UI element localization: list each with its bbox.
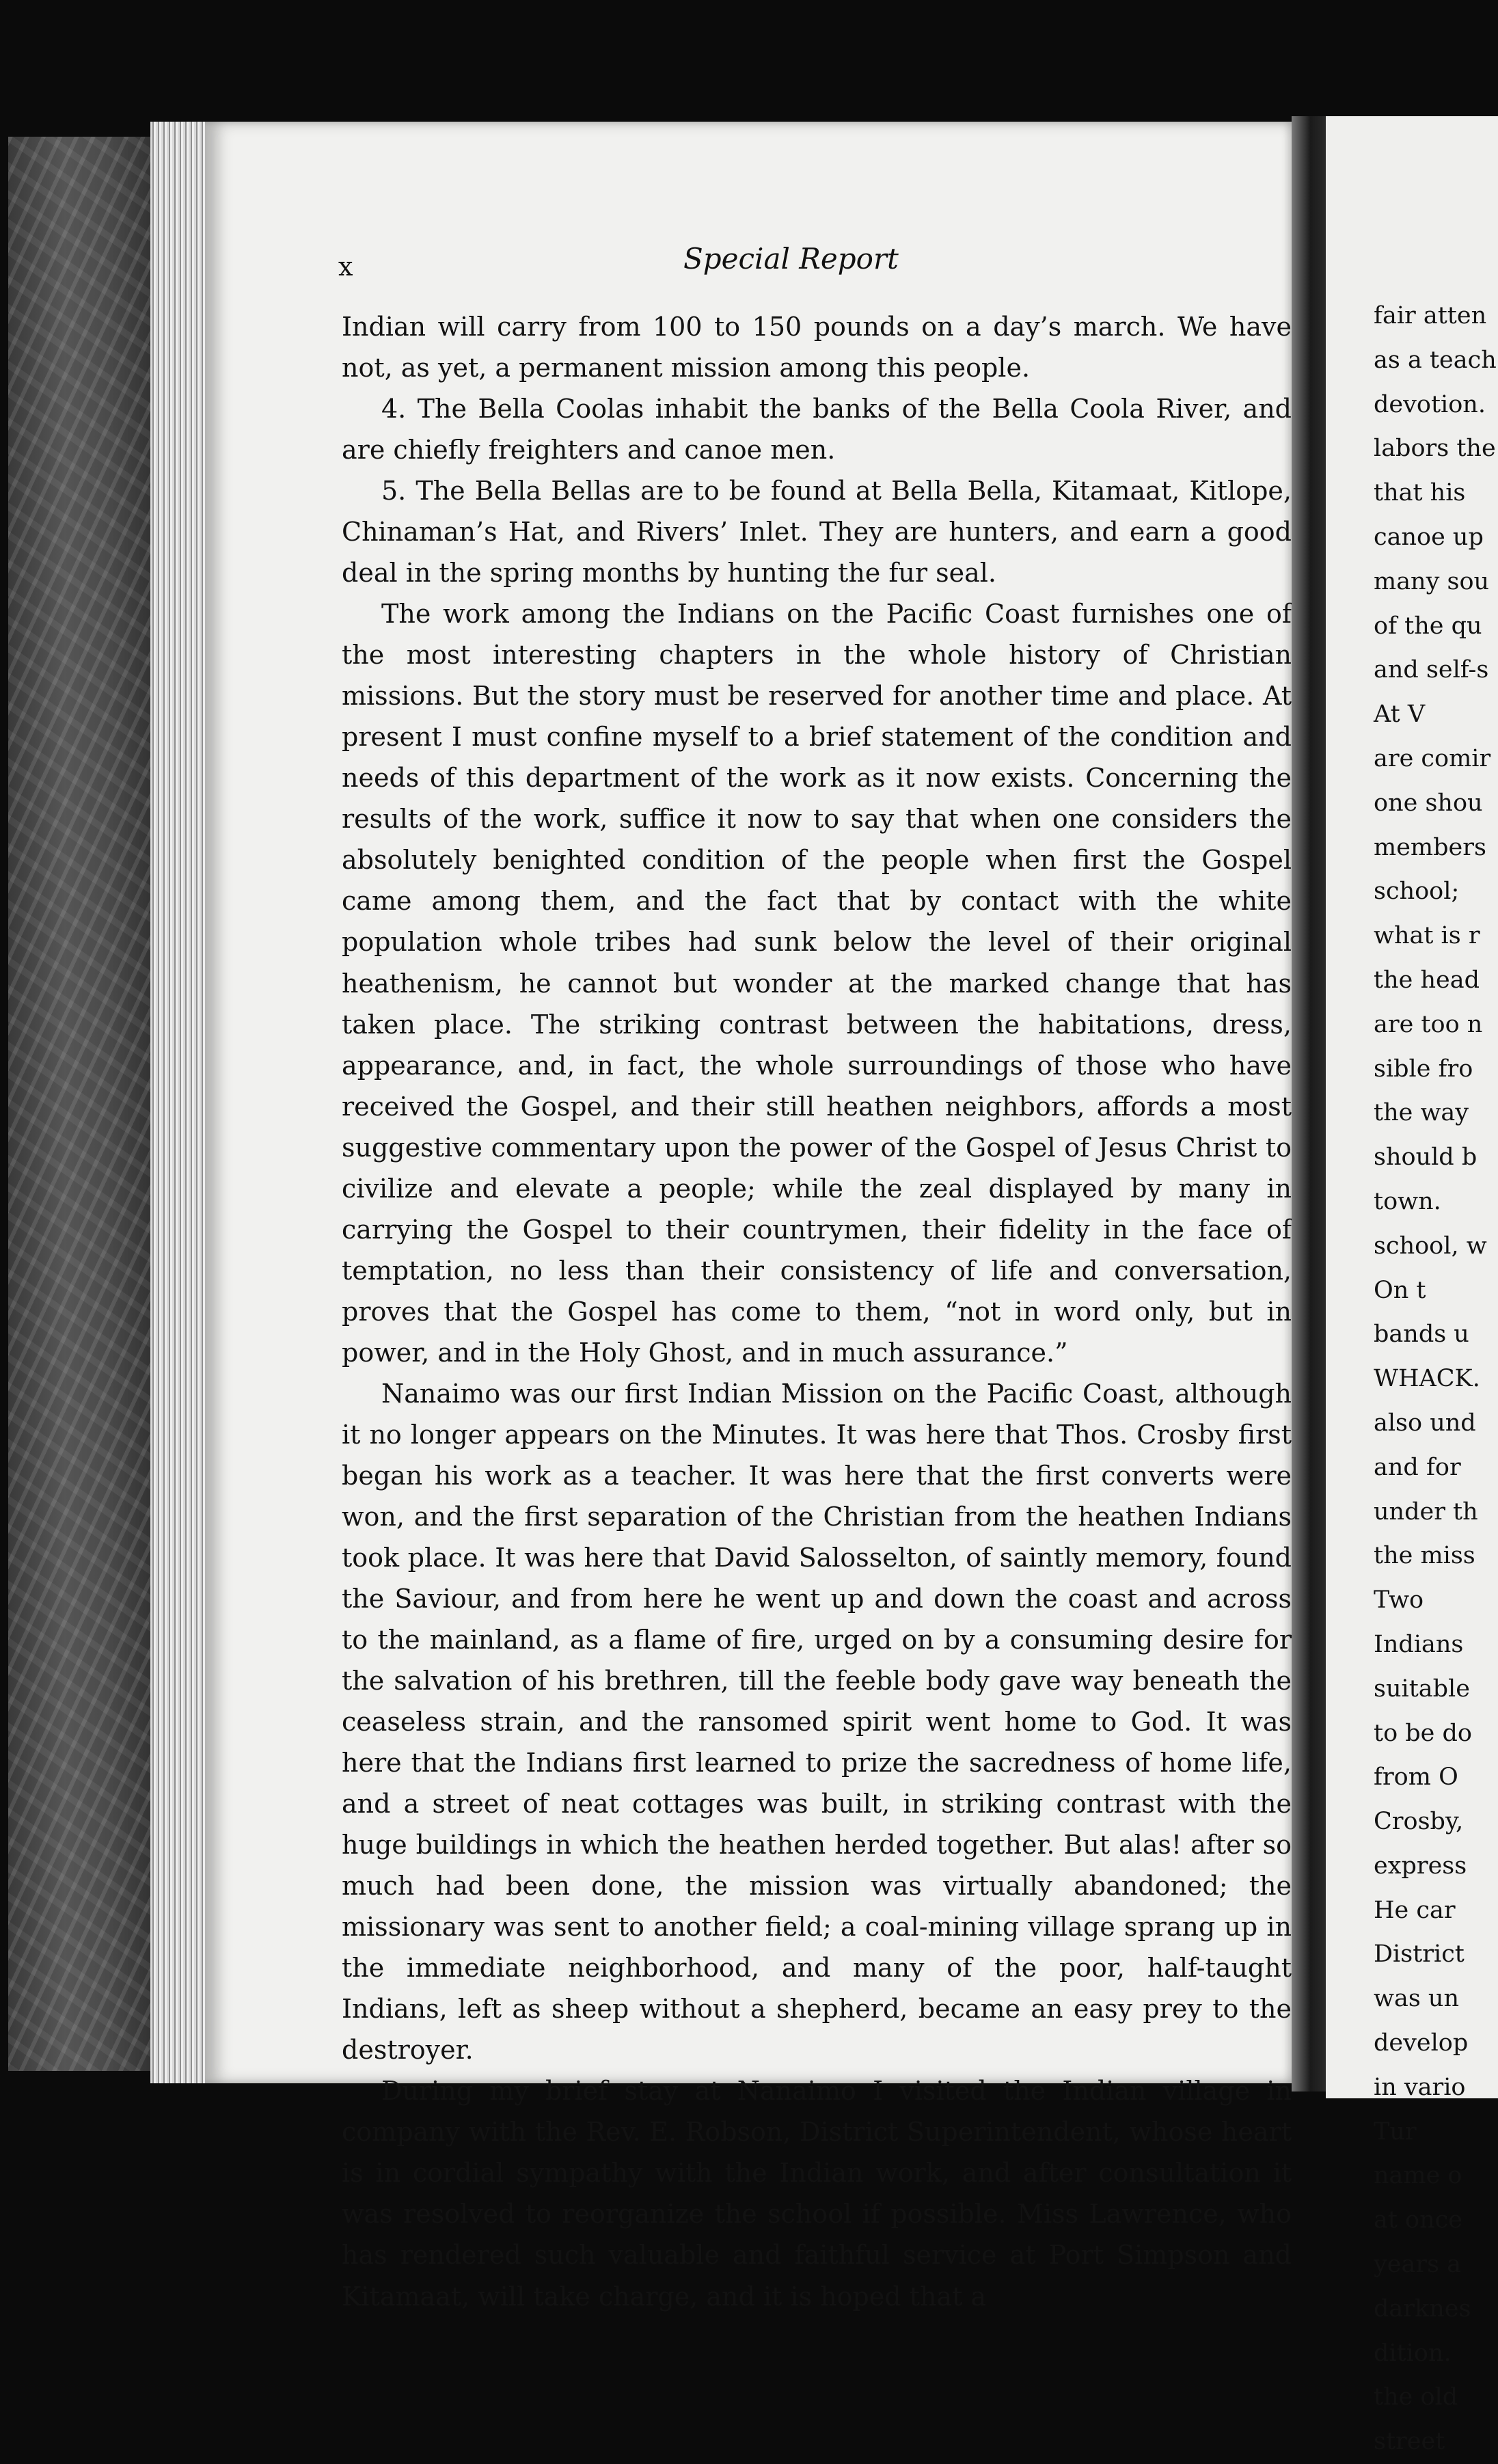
right-page-line: the miss	[1374, 1542, 1475, 1570]
right-page-line: Indians	[1374, 1630, 1464, 1658]
right-page-line: from O	[1374, 1763, 1458, 1791]
paragraph: Nanaimo was our first Indian Mission on the Pacific Coast, although it no longer appears on the Minutes. It was here that Thos. Crosby first began his work as a teacher. It was here that the first converts were won, and the first separation of the Christian from the heathen Indians took place. It was here that David Salosselton, of saintly memory, found the Saviour, and from here he went up and down the coast and across to the mainland, as a flame of fire, urged on by a consuming desire for the salvation of his brethren, till the feeble body gave way beneath the ceaseless strain, and the ransomed spirit went home to God. It was here that the Indians first learned to prize the sacredness of home life, and a street of neat cottages was built, in striking contrast with the huge buildings in which the heathen herded together. But alas! after so much had been done, the mission was virtually abandoned; the missionary was sent to another field; a coal-mining village sprang up in the immediate neighborhood, and many of the poor, half-taught Indians, left as sheep without a shepherd, became an easy prey to the destroyer.	[342, 1378, 1292, 2066]
right-page-line: suitable	[1374, 1675, 1470, 1703]
right-page-line: dition.	[1374, 2339, 1452, 2367]
body-text	[342, 306, 1292, 2317]
right-page-line: He car	[1374, 1896, 1456, 1924]
right-page-line: At V	[1374, 701, 1426, 729]
right-page-line: sible fro	[1374, 1055, 1473, 1083]
right-page-line: to be do	[1374, 1719, 1472, 1747]
right-page-line: the way	[1374, 1099, 1469, 1127]
right-page-line: are comir	[1374, 744, 1491, 772]
right-page-line: fair atten	[1374, 302, 1487, 329]
right-page-line: street	[1374, 2428, 1445, 2456]
right-page-line: many sou	[1374, 567, 1490, 595]
right-page-line: WHACK.	[1374, 1365, 1480, 1393]
right-page-line: canoe up	[1374, 523, 1484, 551]
page-edges	[150, 122, 205, 2083]
right-page-line: town.	[1374, 1187, 1441, 1215]
right-page-line: in vario	[1374, 2073, 1466, 2101]
right-page	[1326, 116, 1498, 2456]
right-page-line: bands u	[1374, 1321, 1469, 1349]
page-number: x	[338, 252, 353, 282]
right-page-line: of the qu	[1374, 612, 1482, 640]
right-page-line: darknes	[1374, 2294, 1471, 2323]
right-page-line: and for	[1374, 1453, 1461, 1481]
right-page-line: name o	[1374, 2162, 1462, 2190]
right-page-line: develop	[1374, 2029, 1469, 2057]
paragraph: During my brief stay at Nanaimo I visited the Indian village in company with the Rev. E. Robson, District Superintendent, whose heart is in cordial sympathy with the Indian work, and after consultation it was resolved to reorganize the school if possible. Miss Lawrence, who has rendered such valuable and faithful service at Port Simpson and Kitamaat, will take charge, and it is hoped that a	[342, 2076, 1292, 2312]
right-page-line: devotion.	[1374, 390, 1486, 418]
right-page-line: under th	[1374, 1498, 1478, 1526]
right-page-line: was un	[1374, 1985, 1459, 2013]
paragraph: 4. The Bella Coolas inhabit the banks of the Bella Coola River, and are chiefly freighters and canoe men.	[342, 394, 1292, 465]
right-page-line: at once	[1374, 2206, 1462, 2234]
right-page-line: should b	[1374, 1143, 1477, 1172]
left-page	[205, 122, 1292, 2312]
right-page-line: express	[1374, 1852, 1467, 1880]
paragraph: 5. The Bella Bellas are to be found at Bella Bella, Kitamaat, Kitlope, Chinaman’s Hat, and Rivers’ Inlet. They are hunters, and earn a good deal in the spring months by hunting the fur seal.	[342, 476, 1292, 588]
right-page-line: Two	[1374, 1586, 1424, 1614]
right-page-line: the head	[1374, 966, 1480, 994]
right-page-line: one shou	[1374, 789, 1483, 817]
right-page-line: are too n	[1374, 1010, 1483, 1038]
right-page-line: On t	[1374, 1276, 1426, 1304]
right-page-line: that his	[1374, 479, 1466, 507]
right-page-line: Tur	[1374, 2117, 1417, 2145]
marbled-book-edge	[8, 137, 152, 2071]
right-page-line: school;	[1374, 878, 1460, 906]
right-page-line: Crosby,	[1374, 1808, 1464, 1836]
paragraph: The work among the Indians on the Pacific Coast furnishes one of the most interesting chapters in the whole history of Christian missions. But the story must be reserved for another time and place. At present I must confine myself to a brief statement of the condition and needs of this department of the work as it now exists. Concerning the results of the work, suffice it now to say that when one considers the absolutely benighted condition of the people when first the Gospel came among them, and the fact that by contact with the white population whole tribes had sunk below the level of their original heathenism, he cannot but wonder at the marked change that has taken place. The striking contrast between the habitations, dress, appearance, and, in fact, the whole surroundings of those who have received the Gospel, and their still heathen neighbors, affords a most suggestive commentary upon the power of the Gospel of Jesus Christ to civilize and elevate a people; while the zeal displayed by many in carrying the Gospel to their countrymen, their fidelity in the face of temptation, no less than their consistency of life and conversation, proves that the Gospel has come to them, “not in word only, but in power, and in the Holy Ghost, and in much assurance.”	[342, 599, 1292, 1368]
right-page-text	[1374, 294, 1497, 2464]
right-page-line: years a	[1374, 2251, 1462, 2279]
running-head: Special Report	[683, 242, 899, 275]
right-page-line: members	[1374, 833, 1486, 861]
right-page-line: the old	[1374, 2383, 1458, 2411]
right-page-line: what is r	[1374, 922, 1480, 950]
right-page-line: as a teach	[1374, 346, 1497, 374]
right-page-line: and self-s	[1374, 656, 1489, 684]
book-gutter	[1292, 116, 1326, 2091]
right-page-line: school, w	[1374, 1232, 1487, 1260]
right-page-line: District	[1374, 1940, 1465, 1968]
right-page-line: labors the	[1374, 435, 1496, 463]
right-page-line: also und	[1374, 1409, 1476, 1437]
paragraph: Indian will carry from 100 to 150 pounds on a day’s march. We have not, as yet, a permanent mission among this people.	[342, 312, 1292, 383]
